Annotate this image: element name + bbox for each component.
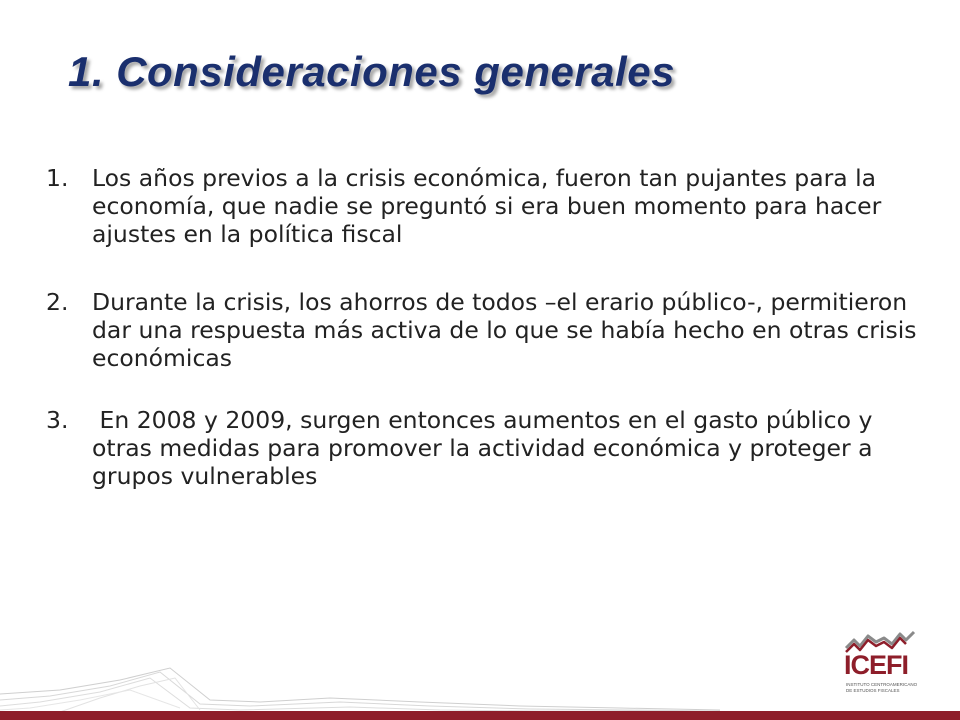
list-item [46, 288, 926, 372]
slide-title: 1. Consideraciones generales [68, 48, 675, 95]
list-item-number: 2. [46, 288, 69, 316]
considerations-list [46, 164, 926, 490]
bottom-accent-bar [0, 711, 960, 720]
list-item [46, 164, 926, 248]
logo-name: ICEFI [844, 650, 909, 680]
decorative-lines [0, 650, 720, 712]
list-item [46, 406, 926, 490]
list-item-text: En 2008 y 2009, surgen entonces aumentos en el gasto público y otras medidas para promover la actividad económica y proteger a grupos vulnerables [92, 406, 880, 490]
list-item-number: 1. [46, 164, 69, 192]
list-item-text: Los años previos a la crisis económica, fueron tan pujantes para la economía, que nadie se preguntó si era buen momento para hacer ajustes en la política fiscal [92, 164, 882, 248]
list-item-number: 3. [46, 406, 69, 434]
icefi-logo [840, 628, 920, 708]
list-item-text: Durante la crisis, los ahorros de todos –el erario público-, permitieron dar una respuesta más activa de lo que se había hecho en otras crisis económicas [92, 288, 917, 372]
logo-subtitle: INSTITUTO CENTROAMERICANO DE ESTUDIOS FISCALES [846, 682, 918, 693]
